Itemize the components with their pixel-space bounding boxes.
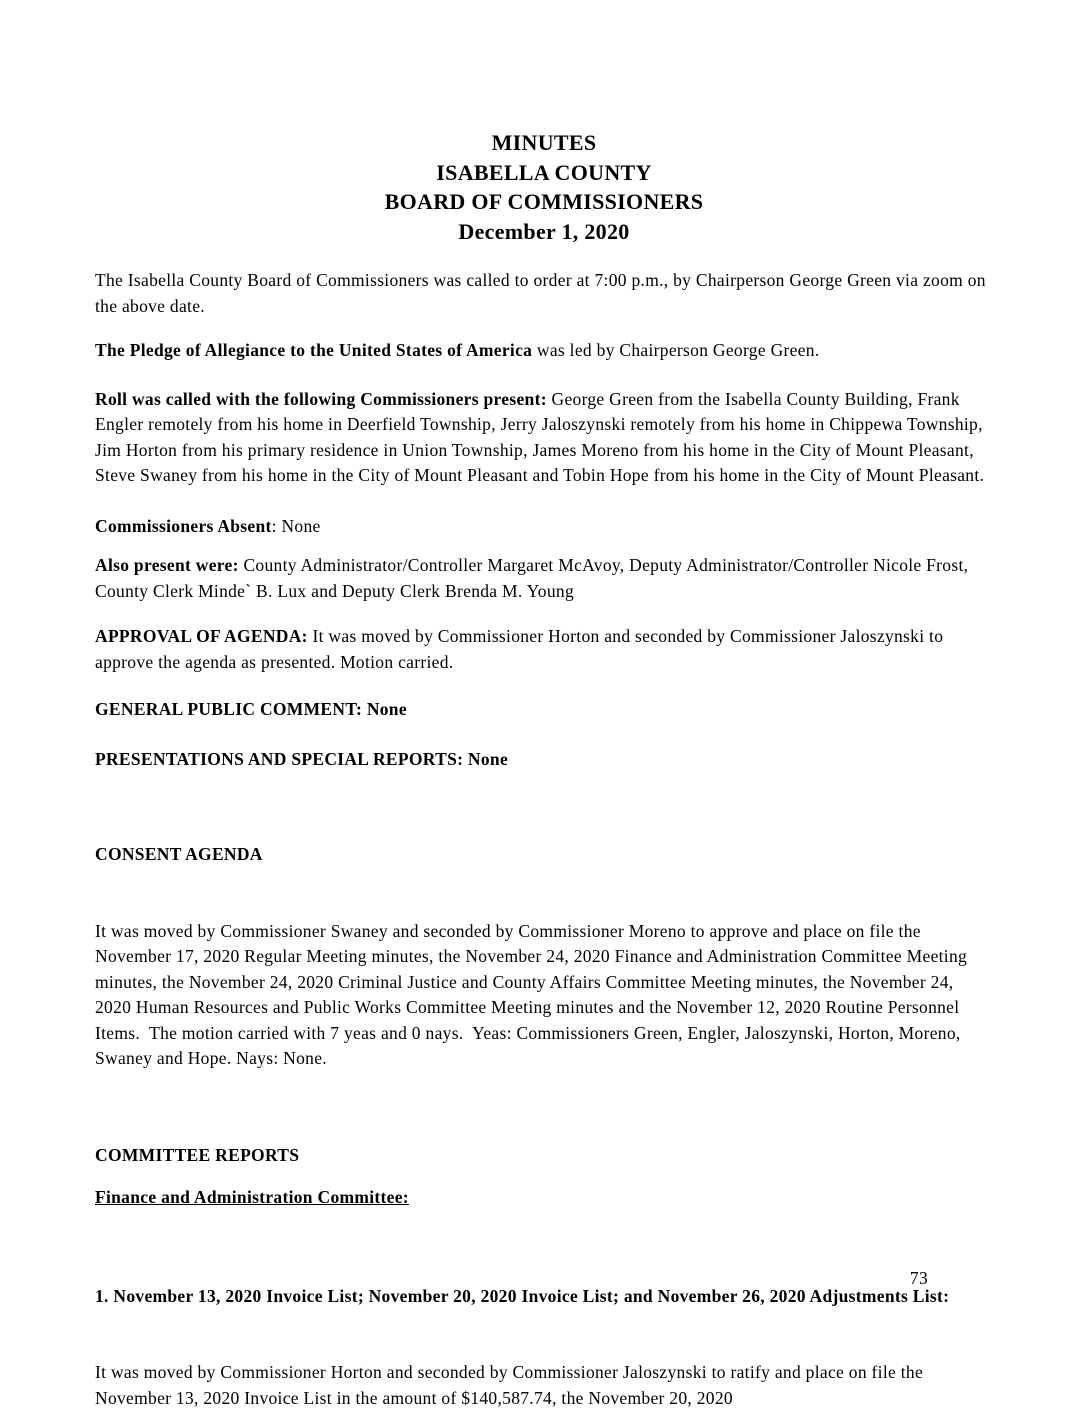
consent-agenda-heading: CONSENT AGENDA (95, 844, 263, 864)
consent-agenda-body: It was moved by Commissioner Swaney and seconded by Commissioner Moreno to approve and place on file the November 17, 2020 Regular Meeting minutes, the November 24, 2020 Finance and Administration Committee Meeting minutes, the November 24, 2020 Criminal Justice and County Affairs Committee Meeting minutes, the November 24, 2020 Human Resources and Public Works Committee Meeting minutes and the November 12, 2020 Routine Personnel Items. The motion carried with 7 yeas and 0 nays. Yeas: Commissioners Green, Engler, Jaloszynski, Horton, Moreno, Swaney and Hope. Nays: None. (95, 920, 972, 1068)
commissioners-absent-text: : None (271, 515, 321, 536)
title-board: BOARD OF COMMISSIONERS (384, 189, 704, 214)
invoice-list-item-heading: 1. November 13, 2020 Invoice List; November 20, 2020 Invoice List; and November 26, 2020 Adjustments List: (95, 1285, 950, 1306)
finance-committee-heading (95, 1185, 993, 1211)
general-public-comment-heading (95, 697, 993, 723)
general-public-comment-text: GENERAL PUBLIC COMMENT: None (95, 699, 407, 719)
title-date: December 1, 2020 (458, 218, 630, 244)
committee-reports-heading (95, 1143, 993, 1169)
invoice-list-item-body: It was moved by Commissioner Horton and seconded by Commissioner Jaloszynski to ratify and place on file the November 13, 2020 Invoice List in the amount of $140,587.74, the November 20, 2020 (95, 1362, 928, 1408)
document-title-block (95, 128, 993, 246)
presentations-heading (95, 747, 993, 773)
commissioners-absent-paragraph (95, 514, 993, 540)
call-to-order-text: The Isabella County Board of Commissioners was called to order at 7:00 p.m., by Chairperson George Green via zoom on the above date. (95, 270, 991, 316)
roll-call-text: George Green from the Isabella County Building, Frank Engler remotely from his home in Deerfield Township, Jerry Jaloszynski remotely from his home in Chippewa Township, Jim Horton from his primary residence in Union Township, James Moreno from his home in the City of Mount Pleasant, Steve Swaney from his home in the City of Mount Pleasant and Tobin Hope from his home in the City of Mount Pleasant. (95, 388, 988, 485)
roll-call-lead: Roll was called with the following Commissioners present: (95, 388, 547, 409)
pledge-lead: The Pledge of Allegiance to the United States of America (95, 340, 533, 360)
title-minutes: MINUTES (491, 130, 597, 155)
invoice-list-item-section (95, 1233, 993, 1408)
title-county: ISABELLA COUNTY (436, 159, 652, 185)
call-to-order-paragraph (95, 268, 993, 319)
approval-of-agenda-paragraph (95, 624, 993, 675)
also-present-lead: Also present were: (95, 555, 239, 575)
presentations-text: PRESENTATIONS AND SPECIAL REPORTS: None (95, 748, 509, 769)
roll-call-paragraph (95, 387, 993, 489)
also-present-text: County Administrator/Controller Margaret McAvoy, Deputy Administrator/Controller Nicole Frost, County Clerk Minde` B. Lux and Deputy Clerk Brenda M. Young (95, 555, 973, 601)
pledge-paragraph (95, 338, 993, 364)
commissioners-absent-lead: Commissioners Absent (95, 515, 272, 536)
finance-committee-text: Finance and Administration Committee: (95, 1187, 409, 1207)
page-number: 73 (909, 1268, 928, 1288)
also-present-paragraph (95, 553, 993, 604)
consent-agenda-section (95, 791, 993, 1123)
approval-of-agenda-lead: APPROVAL OF AGENDA: (95, 626, 308, 646)
pledge-text: was led by Chairperson George Green. (532, 340, 820, 360)
approval-of-agenda-text: It was moved by Commissioner Horton and seconded by Commissioner Jaloszynski to approve the agenda as presented. Motion carried. (95, 626, 948, 672)
committee-reports-text: COMMITTEE REPORTS (95, 1144, 300, 1165)
